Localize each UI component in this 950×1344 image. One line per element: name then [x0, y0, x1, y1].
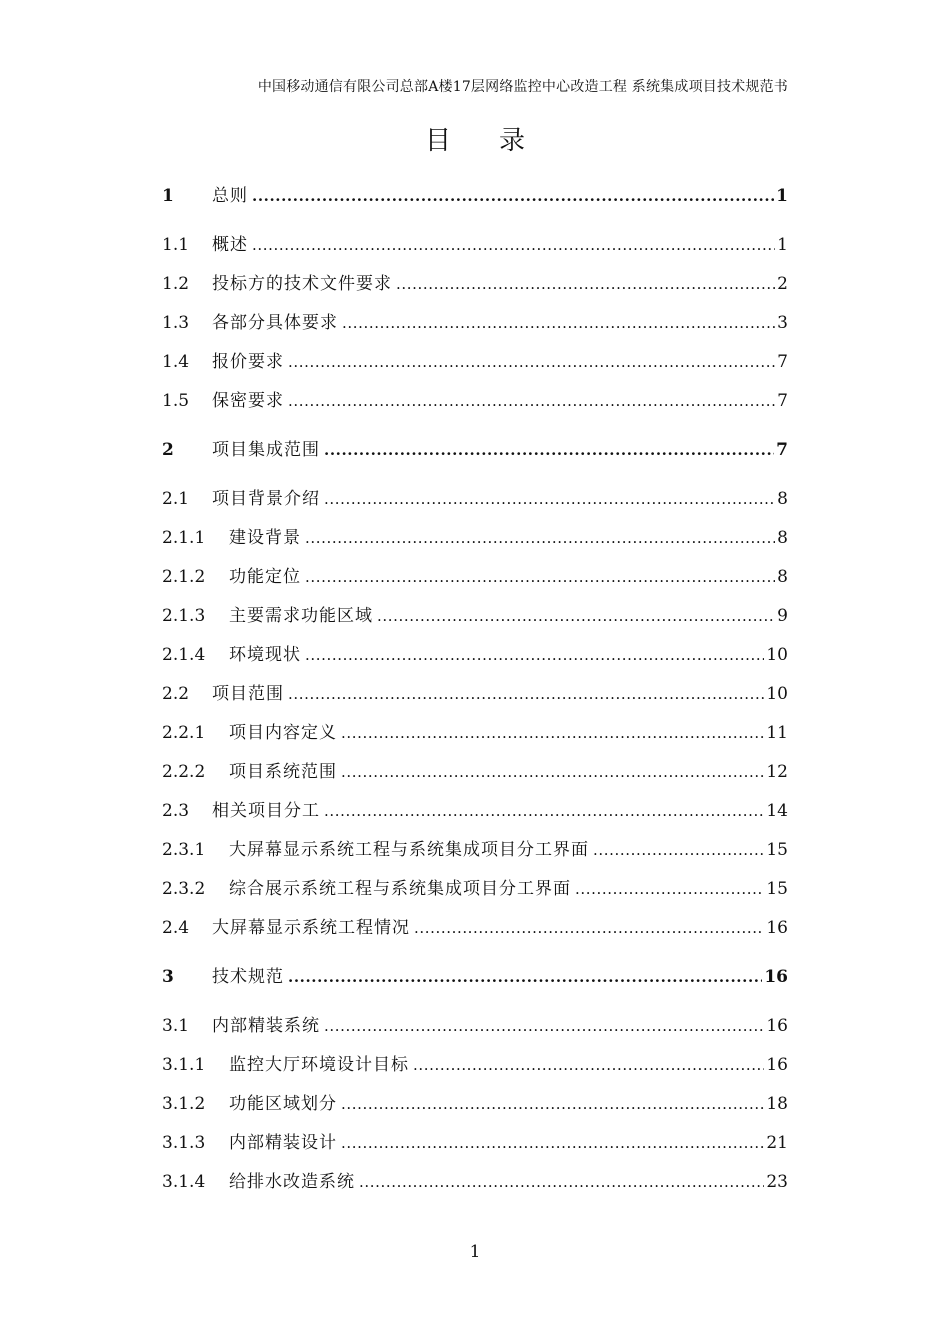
toc-entry-number: 3.1.2 — [162, 1094, 206, 1114]
toc-entry-number: 2.3.2 — [162, 879, 206, 899]
toc-entry-number: 3.1 — [162, 1016, 190, 1036]
toc-entry-label: 监控大厅环境设计目标 — [229, 1055, 409, 1075]
toc-entry[interactable] — [162, 681, 788, 705]
toc-entry-label: 功能定位 — [229, 567, 301, 587]
toc-entry-label: 给排水改造系统 — [229, 1172, 355, 1192]
toc-entry[interactable] — [162, 486, 788, 510]
toc-entry-label: 大屏幕显示系统工程情况 — [212, 918, 410, 938]
title-char-2: 录 — [499, 126, 526, 156]
toc-entry[interactable] — [162, 525, 788, 549]
toc-entry[interactable] — [162, 798, 788, 822]
toc-entry-page: 16 — [766, 1016, 788, 1036]
toc-entry[interactable] — [162, 1091, 788, 1115]
toc-entry[interactable] — [162, 642, 788, 666]
toc-entry-number: 1.2 — [162, 274, 190, 294]
toc-entry-label: 总则 — [212, 186, 248, 206]
toc-dot-leader — [305, 566, 775, 588]
toc-entry-number: 2.3.1 — [162, 840, 206, 860]
toc-entry-number: 2.1.4 — [162, 645, 206, 665]
toc-entry-label: 报价要求 — [212, 352, 284, 372]
toc-entry-label: 概述 — [212, 235, 248, 255]
toc-entry-label: 功能区域划分 — [229, 1094, 337, 1114]
toc-entry-page: 7 — [776, 440, 788, 460]
toc-entry-page: 18 — [766, 1094, 788, 1114]
toc-entry[interactable] — [162, 964, 788, 988]
toc-entry-number: 2.1.2 — [162, 567, 206, 587]
toc-entry-page: 1 — [776, 186, 788, 206]
toc-entry-page: 16 — [766, 1055, 788, 1075]
toc-entry-page: 15 — [766, 840, 788, 860]
toc-entry-number: 3.1.3 — [162, 1133, 206, 1153]
toc-entry-page: 8 — [777, 528, 788, 548]
toc-dot-leader — [305, 527, 775, 549]
toc-entry-page: 7 — [777, 352, 788, 372]
toc-entry-number: 2.2.2 — [162, 762, 206, 782]
toc-entry-page: 9 — [777, 606, 788, 626]
toc-entry-label: 项目范围 — [212, 684, 284, 704]
page-number: 1 — [469, 1242, 481, 1262]
toc-dot-leader — [342, 312, 775, 334]
toc-dot-leader — [252, 234, 775, 256]
toc-dot-leader — [396, 273, 775, 295]
toc-entry-page: 12 — [766, 762, 788, 782]
toc-entry-page: 10 — [766, 684, 788, 704]
toc-entry-page: 3 — [777, 313, 788, 333]
toc-entry-number: 1 — [162, 186, 174, 206]
toc-dot-leader — [288, 683, 764, 705]
toc-entry-number: 1.5 — [162, 391, 190, 411]
toc-entry[interactable] — [162, 388, 788, 412]
toc-entry-page: 7 — [777, 391, 788, 411]
toc-entry-number: 2.1.1 — [162, 528, 206, 548]
toc-entry-number: 2.2.1 — [162, 723, 206, 743]
toc-dot-leader — [288, 966, 762, 988]
toc-dot-leader — [414, 917, 764, 939]
toc-entry-number: 3 — [162, 967, 174, 987]
toc-entry-page: 16 — [766, 918, 788, 938]
toc-entry-number: 3.1.1 — [162, 1055, 206, 1075]
toc-entry-label: 项目内容定义 — [229, 723, 337, 743]
title-char-1: 目 — [424, 126, 451, 156]
toc-dot-leader — [252, 185, 774, 207]
toc-entry-number: 2.1 — [162, 489, 190, 509]
toc-entry-label: 项目系统范围 — [229, 762, 337, 782]
toc-dot-leader — [324, 488, 775, 510]
toc-entry-number: 2.3 — [162, 801, 190, 821]
toc-entry-number: 2.4 — [162, 918, 190, 938]
toc-entry-page: 23 — [766, 1172, 788, 1192]
toc-entry-page: 2 — [777, 274, 788, 294]
toc-entry-label: 投标方的技术文件要求 — [212, 274, 392, 294]
toc-entry-number: 3.1.4 — [162, 1172, 206, 1192]
toc-entry-number: 2.2 — [162, 684, 190, 704]
toc-entry-label: 项目背景介绍 — [212, 489, 320, 509]
toc-dot-leader — [377, 605, 775, 627]
toc-entry[interactable] — [162, 1130, 788, 1154]
toc-entry-page: 11 — [766, 723, 788, 743]
toc-entry-label: 技术规范 — [212, 967, 284, 987]
toc-entry-page: 14 — [766, 801, 788, 821]
toc-entry-page: 16 — [764, 967, 788, 987]
toc-entry[interactable] — [162, 720, 788, 744]
toc-entry-number: 1.1 — [162, 235, 190, 255]
toc-dot-leader — [575, 878, 764, 900]
toc-entry-label: 项目集成范围 — [212, 440, 320, 460]
toc-entry-number: 1.4 — [162, 352, 190, 372]
toc-entry[interactable] — [162, 232, 788, 256]
running-header: 中国移动通信有限公司总部A楼17层网络监控中心改造工程 系统集成项目技术规范书 — [257, 79, 788, 95]
toc-dot-leader — [324, 439, 774, 461]
toc-entry-label: 相关项目分工 — [212, 801, 320, 821]
toc-entry[interactable] — [162, 271, 788, 295]
toc-entry[interactable] — [162, 1052, 788, 1076]
toc-entry[interactable] — [162, 876, 788, 900]
toc-entry-page: 8 — [777, 567, 788, 587]
toc-entry-label: 综合展示系统工程与系统集成项目分工界面 — [229, 879, 571, 899]
toc-entry[interactable] — [162, 1013, 788, 1037]
toc-entry-page: 21 — [766, 1133, 788, 1153]
toc-entry-page: 15 — [766, 879, 788, 899]
toc-dot-leader — [413, 1054, 764, 1076]
toc-entry[interactable] — [162, 349, 788, 373]
toc-entry-page: 10 — [766, 645, 788, 665]
toc-dot-leader — [288, 390, 775, 412]
toc-entry-label: 大屏幕显示系统工程与系统集成项目分工界面 — [229, 840, 589, 860]
toc-entry-number: 1.3 — [162, 313, 190, 333]
toc-entry[interactable] — [162, 564, 788, 588]
toc-dot-leader — [341, 722, 764, 744]
toc-dot-leader — [341, 1093, 764, 1115]
toc-entry-page: 1 — [777, 235, 788, 255]
toc-entry-label: 保密要求 — [212, 391, 284, 411]
toc-dot-leader — [341, 1132, 764, 1154]
toc-entry-page: 8 — [777, 489, 788, 509]
toc-dot-leader — [341, 761, 764, 783]
toc-entry[interactable] — [162, 310, 788, 334]
toc-dot-leader — [359, 1171, 764, 1193]
toc-entry[interactable] — [162, 603, 788, 627]
toc-entry-label: 主要需求功能区域 — [229, 606, 373, 626]
toc-entry-number: 2 — [162, 440, 174, 460]
toc-entry[interactable] — [162, 915, 788, 939]
toc-entry-label: 环境现状 — [229, 645, 301, 665]
toc-entry[interactable] — [162, 837, 788, 861]
toc-entry-label: 内部精装设计 — [229, 1133, 337, 1153]
toc-entry[interactable] — [162, 183, 788, 207]
toc-dot-leader — [593, 839, 764, 861]
toc-dot-leader — [305, 644, 764, 666]
toc-entry-label: 各部分具体要求 — [212, 313, 338, 333]
toc-entry[interactable] — [162, 759, 788, 783]
toc-dot-leader — [324, 1015, 764, 1037]
toc-entry[interactable] — [162, 1169, 788, 1193]
toc-dot-leader — [324, 800, 764, 822]
toc-dot-leader — [288, 351, 775, 373]
toc-entry-number: 2.1.3 — [162, 606, 206, 626]
toc-entry[interactable] — [162, 437, 788, 461]
toc-entry-label: 内部精装系统 — [212, 1016, 320, 1036]
toc-entry-label: 建设背景 — [229, 528, 301, 548]
